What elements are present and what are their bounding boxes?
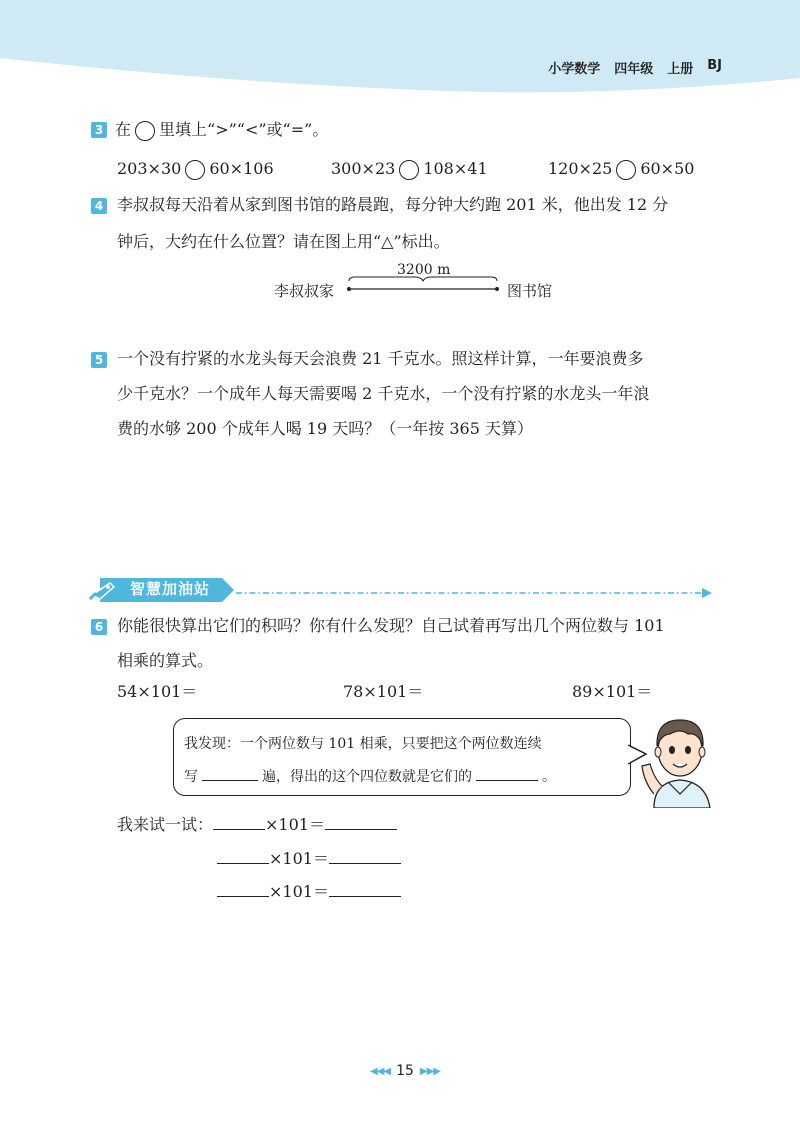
try-2-expr: ×101＝: [269, 849, 329, 868]
boy-avatar: [640, 708, 725, 808]
question-6-badge: 6: [91, 619, 107, 635]
header-volume: 上册: [667, 62, 694, 77]
try-3-factor-blank[interactable]: [217, 880, 269, 897]
answer-circle-3[interactable]: [616, 160, 636, 180]
q3-item-3-left: 120×25: [548, 159, 613, 178]
blank-repeat-count[interactable]: [202, 764, 258, 781]
header-grade: 四年级: [614, 62, 654, 77]
question-5-line-2: 少千克水？一个成年人每天需要喝 2 千克水，一个没有拧紧的水龙头一年浪: [117, 384, 650, 403]
q3-prompt-suffix: 里填上“>”“<”或“=”。: [159, 120, 329, 139]
header-info: [548, 58, 722, 77]
try-1-result-blank[interactable]: [325, 813, 397, 830]
route-end-dot: [495, 287, 499, 291]
route-end-label: 图书馆: [507, 282, 553, 300]
question-5-line-3: 费的水够 200 个成年人喝 19 天吗？（一年按 365 天算）: [117, 419, 533, 438]
try-3-expr: ×101＝: [269, 882, 329, 901]
route-distance-label: 3200 m: [397, 262, 451, 278]
equation-2: 78×101＝: [343, 682, 424, 701]
q3-item-2-left: 300×23: [331, 159, 396, 178]
page-footer: [345, 1062, 465, 1080]
equation-1: 54×101＝: [117, 682, 198, 701]
blank-result-term[interactable]: [476, 764, 538, 781]
try-row-3: [217, 880, 401, 902]
question-4-line-2: 钟后，大约在什么位置？请在图上用“△”标出。: [117, 232, 450, 251]
q3-item-2: [331, 159, 488, 180]
try-row-1: [117, 813, 397, 835]
bubble-line-2-c: 。: [542, 769, 556, 785]
question-6-line-1: 你能很快算出它们的积吗？你有什么发现？自己试着再写出几个两位数与 101: [117, 616, 665, 635]
question-3-badge: 3: [91, 122, 107, 138]
header-subject: 小学数学: [548, 62, 601, 77]
prev-arrows-icon: ◀◀◀: [370, 1065, 391, 1077]
question-5-badge: 5: [91, 352, 107, 368]
q3-prompt-prefix: 在: [115, 120, 132, 139]
q3-item-3: [548, 159, 694, 180]
try-1-expr: ×101＝: [265, 815, 325, 834]
try-2-factor-blank[interactable]: [217, 847, 269, 864]
q3-item-1-right: 60×106: [209, 159, 274, 178]
bubble-line-2-a: 写: [184, 769, 198, 785]
header-edition: BJ: [707, 58, 722, 73]
bubble-line-2-b: 遍，得出的这个四位数就是它们的: [262, 769, 472, 785]
distance-brace: [349, 277, 497, 281]
section-title: 智慧加油站: [130, 580, 211, 598]
q3-item-3-right: 60×50: [640, 159, 695, 178]
question-4-badge: 4: [91, 198, 107, 214]
question-4-line-1: 李叔叔每天沿着从家到图书馆的路晨跑，每分钟大约跑 201 米，他出发 12 分: [117, 195, 669, 214]
question-5-line-1: 一个没有拧紧的水龙头每天会浪费 21 千克水。照这样计算，一年要浪费多: [117, 349, 644, 368]
answer-circle-2[interactable]: [399, 160, 419, 180]
equation-3: 89×101＝: [572, 682, 653, 701]
q3-item-1-left: 203×30: [117, 159, 182, 178]
question-6-line-2: 相乘的算式。: [117, 651, 214, 670]
route-start-dot: [347, 287, 351, 291]
bubble-line-2: [184, 764, 556, 786]
try-3-result-blank[interactable]: [329, 880, 401, 897]
compare-circle-icon: [135, 121, 155, 141]
section-dashed-line: [236, 587, 716, 599]
bubble-line-1: 我发现：一个两位数与 101 相乘，只要把这个两位数连续: [184, 736, 542, 752]
try-1-factor-blank[interactable]: [213, 813, 265, 830]
q3-item-2-right: 108×41: [423, 159, 488, 178]
try-row-2: [217, 847, 401, 869]
route-start-label: 李叔叔家: [274, 282, 335, 300]
q3-item-1: [117, 159, 274, 180]
next-arrows-icon: ▶▶▶: [419, 1065, 440, 1077]
try-label: 我来试一试：: [117, 815, 214, 834]
try-2-result-blank[interactable]: [329, 847, 401, 864]
question-3-prompt: [115, 120, 328, 141]
answer-circle-1[interactable]: [185, 160, 205, 180]
header-wave: [0, 0, 800, 95]
page-number: 15: [396, 1063, 414, 1079]
route-diagram: [345, 275, 501, 295]
